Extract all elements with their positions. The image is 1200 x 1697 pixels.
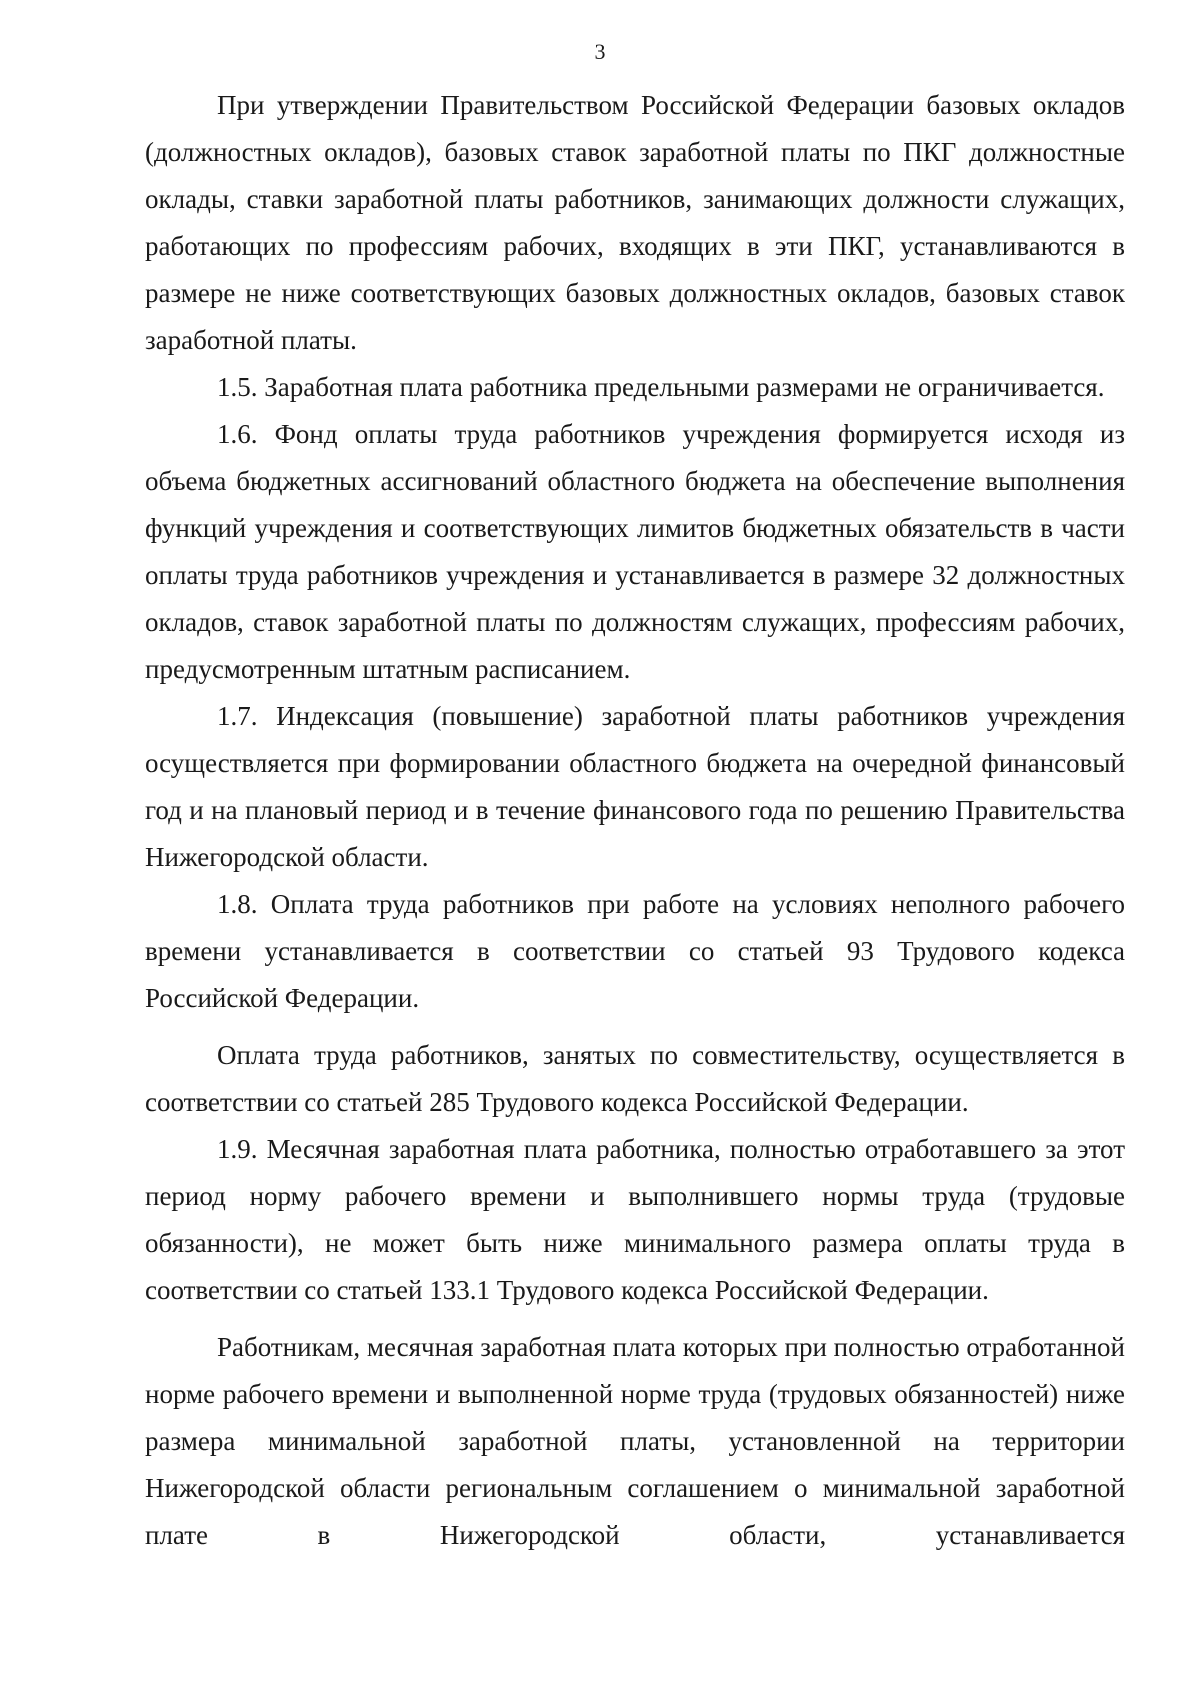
- paragraph-minimum-wage: Работникам, месячная заработная плата которых при полностью отработанной норме рабочего времени и выполненной норме труда (трудовых обязанностей) ниже размера минимальной заработной платы, установленной на территории Нижегородской области региональным соглашением о минимальной заработной плате в Нижегородской области, устанавливается: [145, 1332, 1125, 1550]
- paragraph-pkg-salaries: При утверждении Правительством Российской Федерации базовых окладов (должностных окладов), базовых ставок заработной платы по ПКГ должностные оклады, ставки заработной платы работников, занимающих должности служащих, работающих по профессиям рабочих, входящих в эти ПКГ, устанавливаются в размере не ниже соответствующих базовых должностных окладов, базовых ставок заработной платы.: [145, 90, 1125, 355]
- paragraph-1-7: 1.7. Индексация (повышение) заработной платы работников учреждения осуществляется при формировании областного бюджета на очередной финансовый год и на плановый период и в течение финансового года по решению Правительства Нижегородской области.: [145, 701, 1125, 872]
- page-number: 3: [594, 39, 606, 64]
- paragraph-part-time: Оплата труда работников, занятых по совместительству, осуществляется в соответствии со статьей 285 Трудового кодекса Российской Федерации.: [145, 1040, 1125, 1117]
- paragraph-1-6: 1.6. Фонд оплаты труда работников учреждения формируется исходя из объема бюджетных ассигнований областного бюджета на обеспечение выполнения функций учреждения и соответствующих лимитов бюджетных обязательств в части оплаты труда работников учреждения и устанавливается в размере 32 должностных окладов, ставок заработной платы по должностям служащих, профессиям рабочих, предусмотренным штатным расписанием.: [145, 419, 1125, 684]
- paragraph-1-9: 1.9. Месячная заработная плата работника, полностью отработавшего за этот период норму рабочего времени и выполнившего нормы труда (трудовые обязанности), не может быть ниже минимального размера оплаты труда в соответствии со статьей 133.1 Трудового кодекса Российской Федерации.: [145, 1134, 1125, 1305]
- paragraph-1-8: 1.8. Оплата труда работников при работе на условиях неполного рабочего времени устанавливается в соответствии со статьей 93 Трудового кодекса Российской Федерации.: [145, 889, 1125, 1013]
- document-body: [145, 82, 1125, 1559]
- paragraph-1-5: 1.5. Заработная плата работника предельными размерами не ограничивается.: [217, 372, 1105, 402]
